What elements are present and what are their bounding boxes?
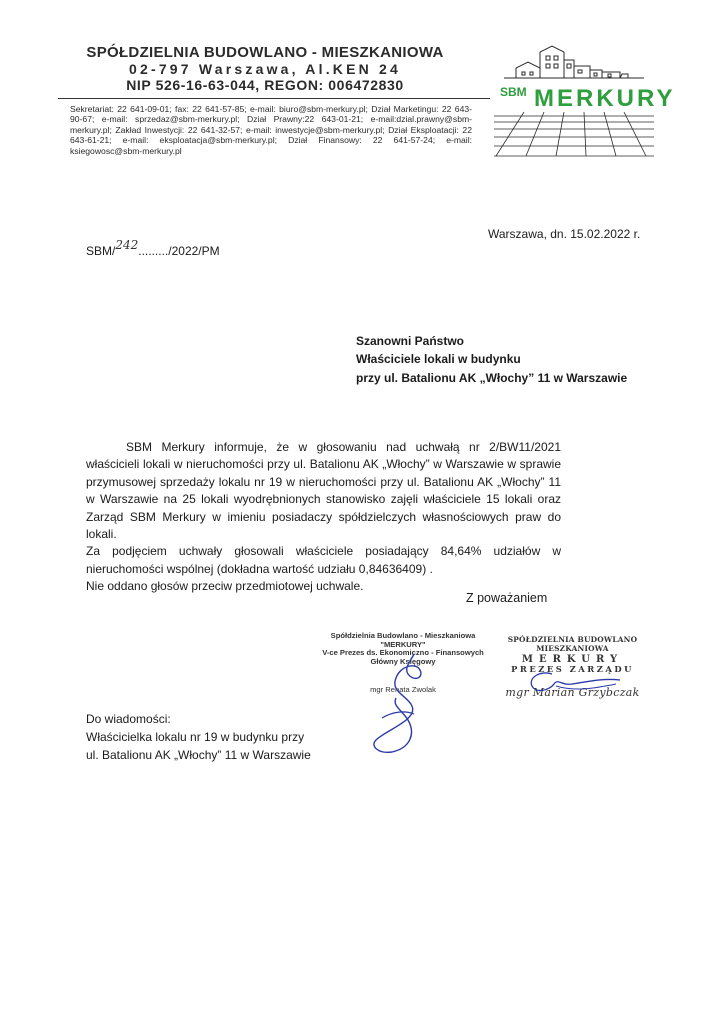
stamp-org-title: SPÓŁDZIELNIA BUDOWLANO MIESZKANIOWA: [507, 635, 638, 653]
ref-prefix: SBM/: [86, 244, 116, 258]
signature-left: [352, 648, 462, 758]
stamp-line: Główny Księgowy: [370, 656, 436, 666]
header-rule: [58, 98, 490, 99]
cc-line-1: Właścicielka lokalu nr 19 w budynku przy: [86, 730, 305, 744]
reference-number: [86, 238, 220, 258]
ref-suffix: /2022/PM: [168, 244, 220, 258]
buildings-icon: [504, 46, 644, 78]
body-paragraph-1: SBM Merkury informuje, że w głosowaniu nad uchwałą nr 2/BW11/2021 właścicieli lokali w nieruchomości przy ul. Batalionu AK „Włochy” w Warszawie w sprawie przymusowej sprzedaży lokalu nr 19 w nieruchomości przy ul. Batalionu AK „Włochy” 11 w Warszawie na 25 lokali wyodrębnionych stanowisko zajęli właściciele 15 lokali oraz Zarząd SBM Merkury w imieniu posiadaczy spółdzielczych własnościowych praw do lokali.: [86, 440, 561, 542]
body-paragraph-2: Za podjęciem uchwały głosowali właściciele posiadający 84,64% udziałów w nieruchomości wspólnej (dokładna wartość udziału 0,84636409) .: [86, 544, 561, 576]
ref-handwritten-number: 242: [115, 238, 139, 252]
stamp-line: Spółdzielnia Budowlano - Mieszkaniowa: [330, 631, 476, 640]
addressee-street: przy ul. Batalionu AK „Włochy” 11 w Warszawie: [356, 371, 628, 385]
addressee-greeting: Szanowni Państwo: [356, 334, 465, 348]
ref-dots: .........: [138, 244, 169, 258]
cc-label: Do wiadomości:: [86, 712, 171, 726]
merkury-logo: [494, 38, 676, 158]
body-paragraph-3: Nie oddano głosów przeciw przedmiotowej uchwale.: [86, 579, 364, 594]
closing: Z poważaniem: [466, 591, 548, 605]
place-date: Warszawa, dn. 15.02.2022 r.: [488, 227, 641, 241]
org-contacts: Sekretariat: 22 641-09-01; fax: 22 641-57-85; e-mail: biuro@sbm-merkury.pl; Dział Marketingu: 22 643-90-67; e-mail: sprzedaz@sbm-merkury.pl; Dział Prawny:22 643-01-21; e-mail:dzial.prawny@sbm-merkury.pl; Zakład Inwestycji: 22 641-32-57; e-mail: inwestycje@sbm-merkury.pl; Dział Eksploatacji: 22 643-61-21; e-mail: eksploatacja@sbm-merkury.pl; Dział Finansowy: 22 641-57-24; e-mail: ksiegowosc@sbm-merkury.pl: [70, 104, 472, 156]
org-nip-regon: NIP 526-16-63-044, REGON: 006472830: [126, 77, 404, 93]
cc-line-2: ul. Batalionu AK „Włochy” 11 w Warszawie: [86, 748, 311, 762]
stamp-org-name: MERKURY: [521, 654, 624, 666]
org-name: SPÓŁDZIELNIA BUDOWLANO - MIESZKANIOWA: [86, 44, 444, 61]
addressee-owners: Właściciele lokali w budynku: [356, 352, 521, 366]
stamp-line: "MERKURY": [380, 639, 426, 649]
letter-body: [86, 439, 561, 596]
signature-right: [516, 664, 636, 704]
stamp-name: mgr Marian Grzybczak: [505, 686, 640, 700]
stamp-name: mgr Renata Zwolak: [370, 685, 436, 695]
grid-floor-icon: [494, 112, 654, 156]
logo-small-text: SBM: [500, 85, 527, 99]
org-address: 02-797 Warszawa, Al.KEN 24: [128, 61, 402, 77]
logo-big-text: MERKURY: [534, 85, 676, 112]
stamp-position: PREZES ZARZĄDU: [511, 663, 634, 674]
stamp-line: V-ce Prezes ds. Ekonomiczno - Finansowych: [322, 648, 484, 658]
